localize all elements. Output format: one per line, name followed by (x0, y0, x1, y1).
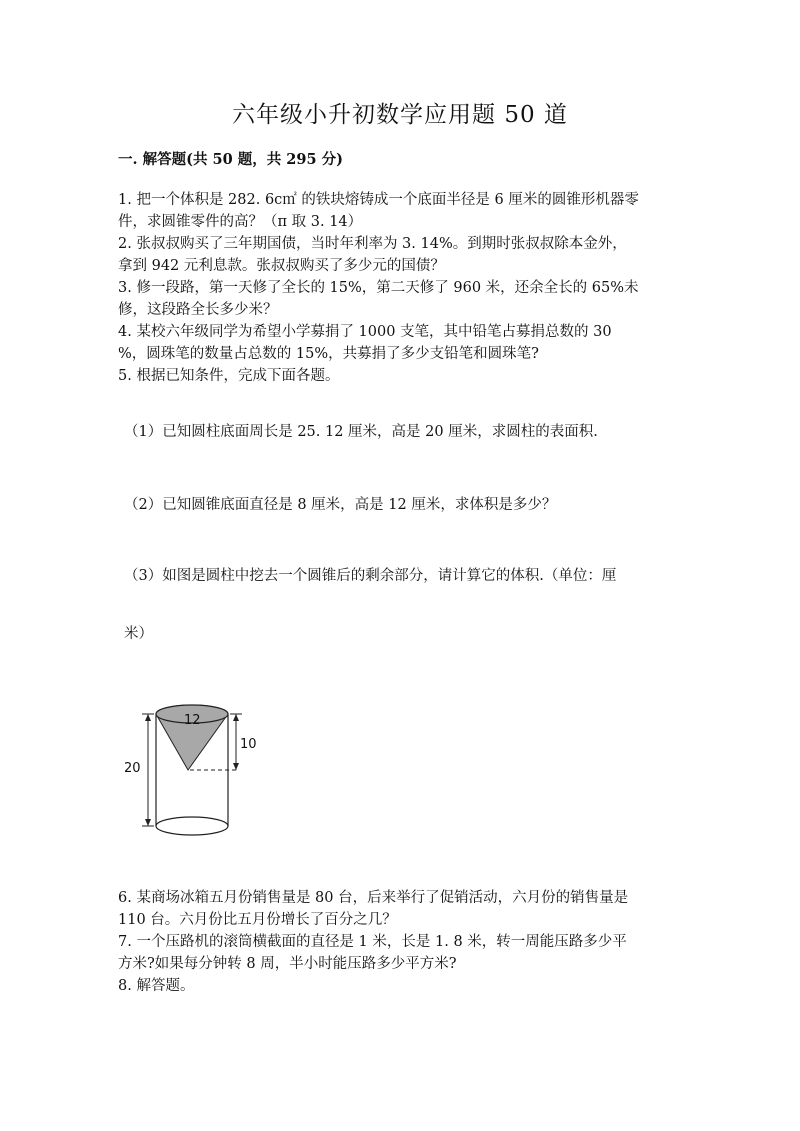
question-line: 6. 某商场冰箱五月份销售量是 80 台，后来举行了促销活动，六月份的销售量是 (118, 890, 629, 906)
question-line: 4. 某校六年级同学为希望小学募捐了 1000 支笔，其中铅笔占募捐总数的 30 (118, 324, 612, 340)
section-heading: 一. 解答题(共 50 题，共 295 分) (118, 151, 343, 168)
question-line: 5. 根据已知条件，完成下面各题。 (118, 368, 340, 384)
question-line: 修，这段路全长多少米？ (118, 302, 278, 318)
cylinder-height-label: 20 (124, 761, 141, 776)
question-line: 7. 一个压路机的滚筒横截面的直径是 1 米，长是 1. 8 米，转一周能压路多少平 (118, 934, 627, 950)
question-line: 拿到 942 元利息款。张叔叔购买了多少元的国债？ (118, 258, 445, 274)
sub-question-1: （1）已知圆柱底面周长是 25. 12 厘米，高是 20 厘米，求圆柱的表面积. (124, 424, 598, 440)
question-line: 3. 修一段路，第一天修了全长的 15%，第二天修了 960 米，还余全长的 65%未 (118, 280, 639, 296)
question-line: 110 台。六月份比五月份增长了百分之几？ (118, 912, 397, 928)
sub-question-3: （3）如图是圆柱中挖去一个圆锥后的剩余部分，请计算它的体积.（单位：厘 (124, 568, 617, 584)
question-line: %，圆珠笔的数量占总数的 15%，共募捐了多少支铅笔和圆珠笔? (118, 346, 539, 362)
question-line: 8. 解答题。 (118, 978, 195, 994)
cylinder-cone-figure (118, 700, 268, 840)
question-line: 2. 张叔叔购买了三年期国债，当时年利率为 3. 14%。到期时张叔叔除本金外， (118, 236, 627, 252)
sub-question-2: （2）已知圆锥底面直径是 8 厘米，高是 12 厘米，求体积是多少？ (124, 497, 557, 513)
page-title: 六年级小升初数学应用题 50 道 (232, 102, 568, 128)
question-line: 件，求圆锥零件的高？（π 取 3. 14） (118, 214, 363, 230)
cone-height-label: 10 (240, 737, 257, 752)
diameter-label: 12 (184, 713, 201, 728)
question-line: 1. 把一个体积是 282. 6c㎡ 的铁块熔铸成一个底面半径是 6 厘米的圆锥形机器零 (118, 192, 639, 208)
question-line: 方米?如果每分钟转 8 周，半小时能压路多少平方米? (118, 956, 457, 972)
sub-question-3-continued: 米） (124, 626, 153, 642)
